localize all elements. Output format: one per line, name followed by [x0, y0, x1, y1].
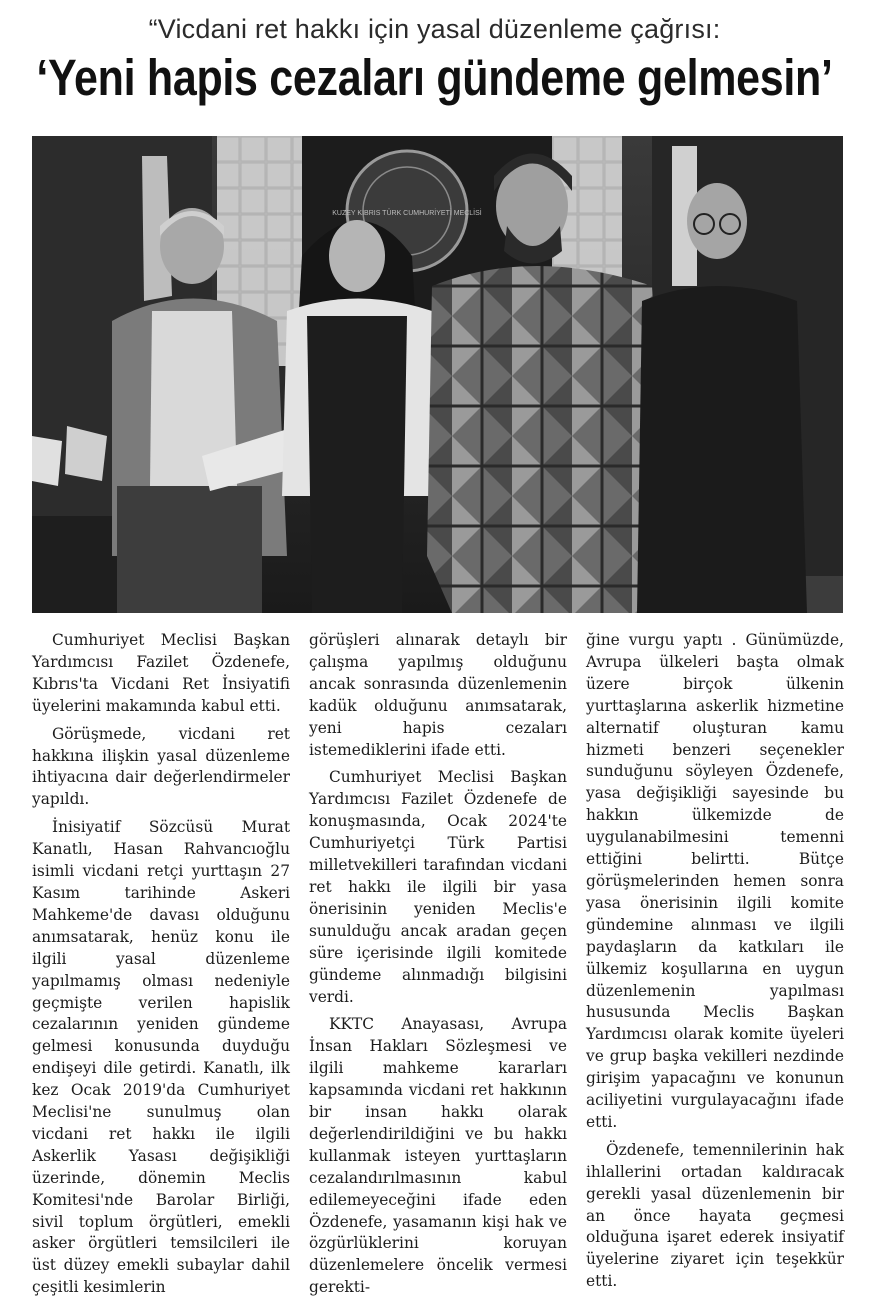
seal-text: KUZEY KIBRIS TÜRK CUMHURİYETİ MECLİSİ [332, 210, 482, 217]
paragraph: Özdenefe, temennilerinin hak ihlallerini ortadan kaldıracak gerekli yasal düzenlemenin bir an önce hayata geçmesi olduğuna işaret ederek insiyatif üyelerine ziyaret için teşekkür etti. [586, 1140, 844, 1291]
paragraph: KKTC Anayasası, Avrupa İnsan Hakları Sözleşmesi ve ilgili mahkeme kararları kapsamında vicdani ret hakkının bir insan hakkı olarak değerlendirildiğini ve bu hakkı kullanmak isteyen yurttaşların cezalandırılmasının kabul edilemeyeceğini ifade eden Özdenefe, yasamanın kişi hak ve özgürlüklerini koruyan düzenlemelere öncelik vermesi gerekti- [309, 1015, 567, 1297]
paragraph: Görüşmede, vicdani ret hakkına ilişkin yasal düzenleme ihtiyacına dair değerlendirmeler yapıldı. [32, 724, 290, 809]
article-body [32, 630, 844, 1297]
paragraph: ğine vurgu yaptı . Günümüzde, Avrupa ülkeleri başta olmak üzere birçok ülkenin yurttaşlarına askerlik hizmetine alternatif oluşturan kamu hizmeti benzeri seçenekler sunduğunu söyleyen Özdenefe, yasa değişikliği sayesinde bu hakkın ülkemizde de uygulanabilmesini temenni ettiğini belirtti. Bütçe görüşmelerinden hemen sonra yasa önerisinin ilgili komite gündemine alınması ve ilgili paydaşların da katkıları ile ülkemiz koşullarına en uygun düzenlemenin yapılması hususunda Meclis Başkan Yardımcısı olarak komite üyeleri ve grup başka vekilleri nezdinde girişim yapacağını ve konunun aciliyetini vurgulayacağını ifade etti. [586, 631, 844, 1131]
article-headline: ‘Yeni hapis cezaları gündeme gelmesin’ [36, 50, 833, 107]
text-column-3 [586, 630, 844, 1293]
text-column-2 [309, 630, 567, 1299]
article-kicker: “Vicdani ret hakkı için yasal düzenleme çağrısı: [148, 14, 721, 44]
paragraph: Cumhuriyet Meclisi Başkan Yardımcısı Fazilet Özdenefe de konuşmasında, Ocak 2024'te Cumhuriyetçi Türk Partisi milletvekilleri tarafından vicdani ret hakkı ile ilgili bir yasa önerisinin yeniden Meclis'e sunulduğu ancak aradan geçen süre içerisinde ilgili komitede gündeme alınmadığı bilgisini verdi. [309, 768, 567, 1006]
photo-illustration [32, 136, 843, 613]
article-photo [32, 136, 843, 613]
text-column-1 [32, 630, 290, 1299]
paragraph: görüşleri alınarak detaylı bir çalışma yapılmış olduğunu ancak sonrasında düzenlemenin kadük olduğunu anımsatarak, yeni hapis cezaları istemediklerini ifade etti. [309, 631, 567, 759]
paragraph: Cumhuriyet Meclisi Başkan Yardımcısı Fazilet Özdenefe, Kıbrıs'ta Vicdani Ret İnsiyatifi üyelerini makamında kabul etti. [32, 631, 290, 715]
paragraph: İnisiyatif Sözcüsü Murat Kanatlı, Hasan Rahvancıoğlu isimli vicdani retçi yurttaşın 27 Kasım tarihinde Askeri Mahkeme'de davası olduğunu anımsatarak, henüz konu ile ilgili yasal düzenleme yapılmamış olması nedeniyle geçmişte verilen hapislik cezalarının yeniden gündeme gelmesi konusunda duyduğu endişeyi dile getirdi. Kanatlı, ilk kez Ocak 2019'da Cumhuriyet Meclisi'ne sunulmuş olan vicdani ret hakkı ile ilgili Askerlik Yasası değişikliği üzerinde, dönemin Meclis Komitesi'nde Barolar Birliği, sivil toplum örgütleri, emekli asker örgütleri temsilcileri ile üst düzey emekli subaylar dahil çeşitli kesimlerin [32, 818, 290, 1297]
